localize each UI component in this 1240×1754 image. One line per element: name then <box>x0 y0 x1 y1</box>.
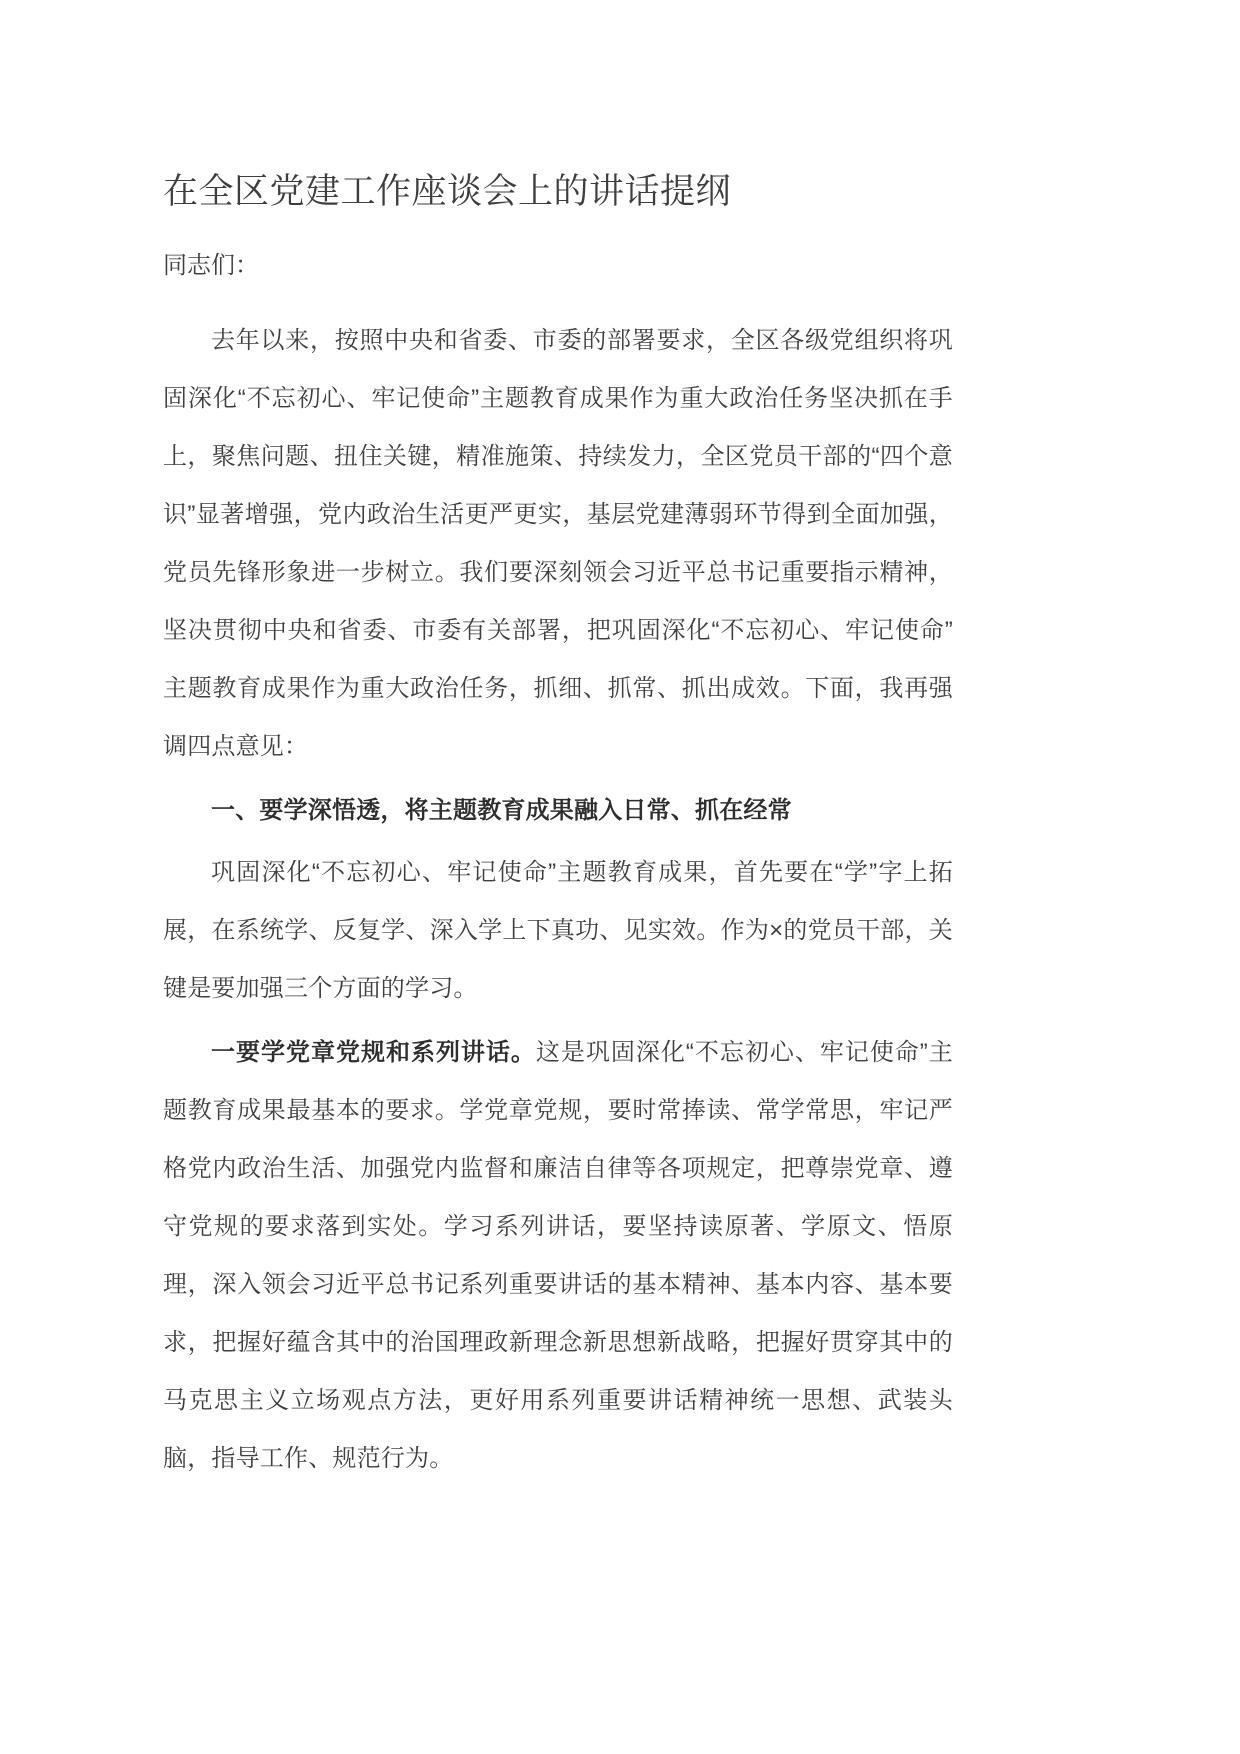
section-heading-one: 一、要学深悟透，将主题教育成果融入日常、抓在经常 <box>211 797 792 825</box>
salutation: 同志们： <box>163 252 259 280</box>
page-title: 在全区党建工作座谈会上的讲话提纲 <box>163 172 732 211</box>
point-one-body: 这是巩固深化“不忘初心、牢记使命”主题教育成果最基本的要求。学党章党规，要时常捧读、常学常思，牢记严格党内政治生活、加强党内监督和廉洁自律等各项规定，把尊崇党章、遵守党规的要求落到实处。学习系列讲话，要坚持读原著、学原文、悟原理，深入领会习近平总书记系列重要讲话的基本精神、基本内容、基本要求，把握好蕴含其中的治国理政新理念新思想新战略，把握好贯穿其中的马克思主义立场观点方法，更好用系列重要讲话精神统一思想、武装头脑，指导工作、规范行为。 <box>163 1039 953 1473</box>
paragraph-section-one-intro: 巩固深化“不忘初心、牢记使命”主题教育成果，首先要在“学”字上拓展，在系统学、反复学、深入学上下真功、见实效。作为×的党员干部，关键是要加强三个方面的学习。 <box>163 859 953 1003</box>
point-one-lead: 一要学党章党规和系列讲话。 <box>211 1039 536 1067</box>
document-body <box>163 168 953 1494</box>
paragraph-point-one <box>163 1024 953 1488</box>
paragraph-opening: 去年以来，按照中央和省委、市委的部署要求，全区各级党组织将巩固深化“不忘初心、牢记使命”主题教育成果作为重大政治任务坚决抓在手上，聚焦问题、扭住关键，精准施策、持续发力，全区党员干部的“四个意识”显著增强，党内政治生活更严更实，基层党建薄弱环节得到全面加强，党员先锋形象进一步树立。我们要深刻领会习近平总书记重要指示精神，坚决贯彻中央和省委、市委有关部署，把巩固深化“不忘初心、牢记使命”主题教育成果作为重大政治任务，抓细、抓常、抓出成效。下面，我再强调四点意见： <box>163 327 953 761</box>
